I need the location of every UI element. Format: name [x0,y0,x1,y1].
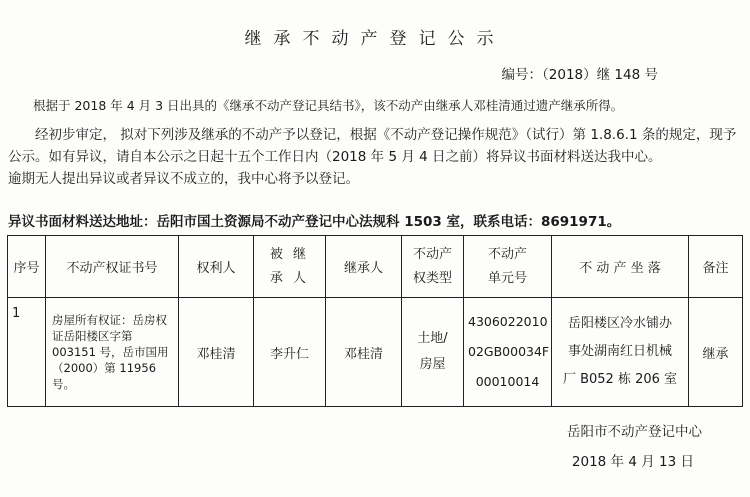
header-type: 不动产 权类型 [402,236,464,298]
notice-line-3: 逾期无人提出异议或者异议不成立的，我中心将予以登记。 [8,171,359,187]
header-owner: 权利人 [179,236,254,298]
issue-date: 2018 年 4 月 13 日 [571,454,694,470]
cell-type: 土地/ 房屋 [402,298,464,407]
header-heir: 继承人 [326,236,402,298]
notice-paragraph [8,124,740,190]
header-location: 不 动 产 坐 落 [552,236,689,298]
issuer-signature: 岳阳市不动产登记中心 [567,424,702,440]
document-number: 编号：（2018）继 148 号 [501,67,658,83]
document-title: 继承不动产登记公示 [244,29,506,49]
cell-seq: 1 [8,298,46,407]
cell-owner: 邓桂清 [179,298,254,407]
intro-paragraph: 根据于 2018 年 4 月 3 日出具的《继承不动产登记具结书》，该不动产由继承人邓桂清通过遗产继承所得。 [33,98,624,113]
cell-unit: 4306022010 02GB00034F 00010014 [464,298,552,407]
header-cert: 不动产权证书号 [46,236,179,298]
objection-address: 异议书面材料送达地址：岳阳市国土资源局不动产登记中心法规科 1503 室，联系电话：8691971。 [8,214,621,230]
cell-remark: 继承 [689,298,743,407]
cell-cert: 房屋所有权证：岳房权证岳阳楼区字第003151 号，岳市国用（2000）第 11956 号。 [46,298,179,407]
cell-heir: 邓桂清 [326,298,402,407]
cell-location: 岳阳楼区冷水铺办 事处湖南红日机械 厂 B052 栋 206 室 [552,298,689,407]
cell-decedent: 李升仁 [254,298,326,407]
header-decedent: 被 继 承 人 [254,236,326,298]
header-unit: 不动产 单元号 [464,236,552,298]
table-row [8,298,743,407]
table-header-row [8,236,743,298]
header-seq: 序号 [8,236,46,298]
notice-line-1: 经初步审定， 拟对下列涉及继承的不动产予以登记，根据《不动产登记操作规范》（试行）第 1.8.6.1 条的规 [35,127,683,143]
notice-line-2: 定，现予公示。如有异议，请自本公示之日起十五个工作日内（2018 年 5 月 4 日之前）将异议书面材料送达我中心。 [8,127,737,165]
header-remark: 备注 [689,236,743,298]
registration-table [7,235,743,407]
